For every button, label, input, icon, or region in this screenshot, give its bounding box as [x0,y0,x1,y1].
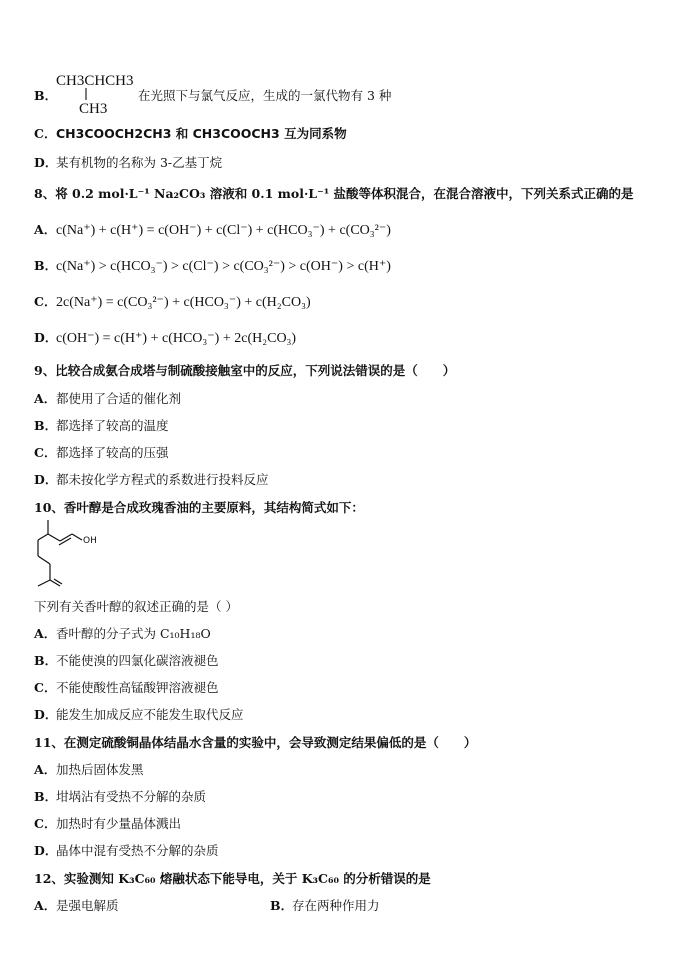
option-label: A． [34,898,57,913]
q8-option-d [34,330,296,347]
option-label: A． [34,762,57,777]
q8-option-a [34,222,391,239]
q10-option-a [34,626,211,642]
option-text: 都选择了较高的温度 [56,418,169,433]
option-label: B． [34,789,58,804]
option-label: D． [34,155,58,170]
option-text: 2c(Na⁺) = c(CO₃²⁻) + c(HCO₃⁻) + c(H₂CO₃) [56,295,311,310]
option-text: 晶体中混有受热不分解的杂质 [56,843,219,858]
formula-main-chain: CH3CHCH3 [56,73,134,89]
option-label: D． [34,472,58,487]
q12-option-b [270,898,380,914]
q12-option-a [34,898,119,914]
option-label: D． [34,330,58,345]
q8-stem: 8、将 0.2 mol·L⁻¹ Na₂CO₃ 溶液和 0.1 mol·L⁻¹ 盐酸等体积混合，在混合溶液中，下列关系式正确的是 [34,186,634,201]
option-text: 是强电解质 [56,898,119,913]
option-text: c(Na⁺) > c(HCO₃⁻) > c(Cl⁻) > c(CO₃²⁻) > c(OH⁻) > c(H⁺) [56,259,391,274]
q8-option-c [34,294,311,311]
option-text: 都使用了合适的催化剂 [56,391,182,406]
option-label: B． [270,898,294,913]
q7-option-d [34,155,222,171]
option-text: c(Na⁺) + c(H⁺) = c(OH⁻) + c(Cl⁻) + c(HCO₃⁻) + c(CO₃²⁻) [56,223,391,238]
q11-option-d [34,843,219,859]
option-text: 能发生加成反应不能发生取代反应 [56,707,244,722]
q10-stem: 10、香叶醇是合成玫瑰香油的主要原料，其结构简式如下： [34,500,364,515]
option-label: A． [34,222,57,237]
option-text: 都未按化学方程式的系数进行投料反应 [56,472,269,487]
option-text: 都选择了较高的压强 [56,445,169,460]
q7-option-b [34,88,56,104]
option-text: CH3COOCH2CH3 和 CH3COOCH3 互为同系物 [56,126,347,141]
option-text: 不能使酸性高锰酸钾溶液褪色 [56,680,219,695]
option-label: B． [34,418,58,433]
option-text: 不能使溴的四氯化碳溶液褪色 [56,653,219,668]
q9-option-d [34,472,269,488]
q11-option-a [34,762,144,778]
option-label: B． [34,88,58,103]
option-text: 加热时有少量晶体溅出 [56,816,182,831]
option-text: 香叶醇的分子式为 C₁₀H₁₈O [56,626,211,641]
option-label: C． [34,816,57,831]
option-text: 存在两种作用力 [292,898,380,913]
option-text: 某有机物的名称为 3-乙基丁烷 [56,155,223,170]
option-label: D． [34,707,58,722]
option-label: C． [34,445,57,460]
q11-option-b [34,789,206,805]
q7-option-c [34,126,347,142]
q9-option-c [34,445,169,461]
q7-option-b-text: 在光照下与氯气反应，生成的一氯代物有 3 种 [138,88,392,103]
q8-option-b [34,258,391,275]
option-label: C． [34,294,57,309]
q10-option-b [34,653,219,669]
q12-stem: 12、实验测知 K₃C₆₀ 熔融状态下能导电，关于 K₃C₆₀ 的分析错误的是 [34,871,431,886]
option-label: B． [34,653,58,668]
option-label: D． [34,843,58,858]
geraniol-skeletal-structure [30,518,110,610]
hydroxyl-label: OH [83,536,97,546]
q11-stem: 11、在测定硫酸铜晶体结晶水含量的实验中，会导致测定结果偏低的是（ ） [34,735,477,750]
option-label: C． [34,680,57,695]
option-text: 加热后固体发黑 [56,762,144,777]
q9-option-a [34,391,181,407]
option-text: 坩埚沾有受热不分解的杂质 [56,789,207,804]
q10-option-d [34,707,244,723]
option-label: A． [34,626,57,641]
q10-option-c [34,680,219,696]
option-label: C． [34,126,57,141]
structural-formula-q7b [56,70,141,116]
option-label: A． [34,391,57,406]
q9-stem: 9、比较合成氨合成塔与制硫酸接触室中的反应，下列说法错误的是（ ） [34,363,456,378]
formula-branch: CH3 [79,101,108,116]
option-text: c(OH⁻) = c(H⁺) + c(HCO₃⁻) + 2c(H₂CO₃) [56,331,297,346]
q9-option-b [34,418,169,434]
option-label: B． [34,258,58,273]
q10-sub-stem: 下列有关香叶醇的叙述正确的是（ ） [34,599,238,614]
q11-option-c [34,816,181,832]
